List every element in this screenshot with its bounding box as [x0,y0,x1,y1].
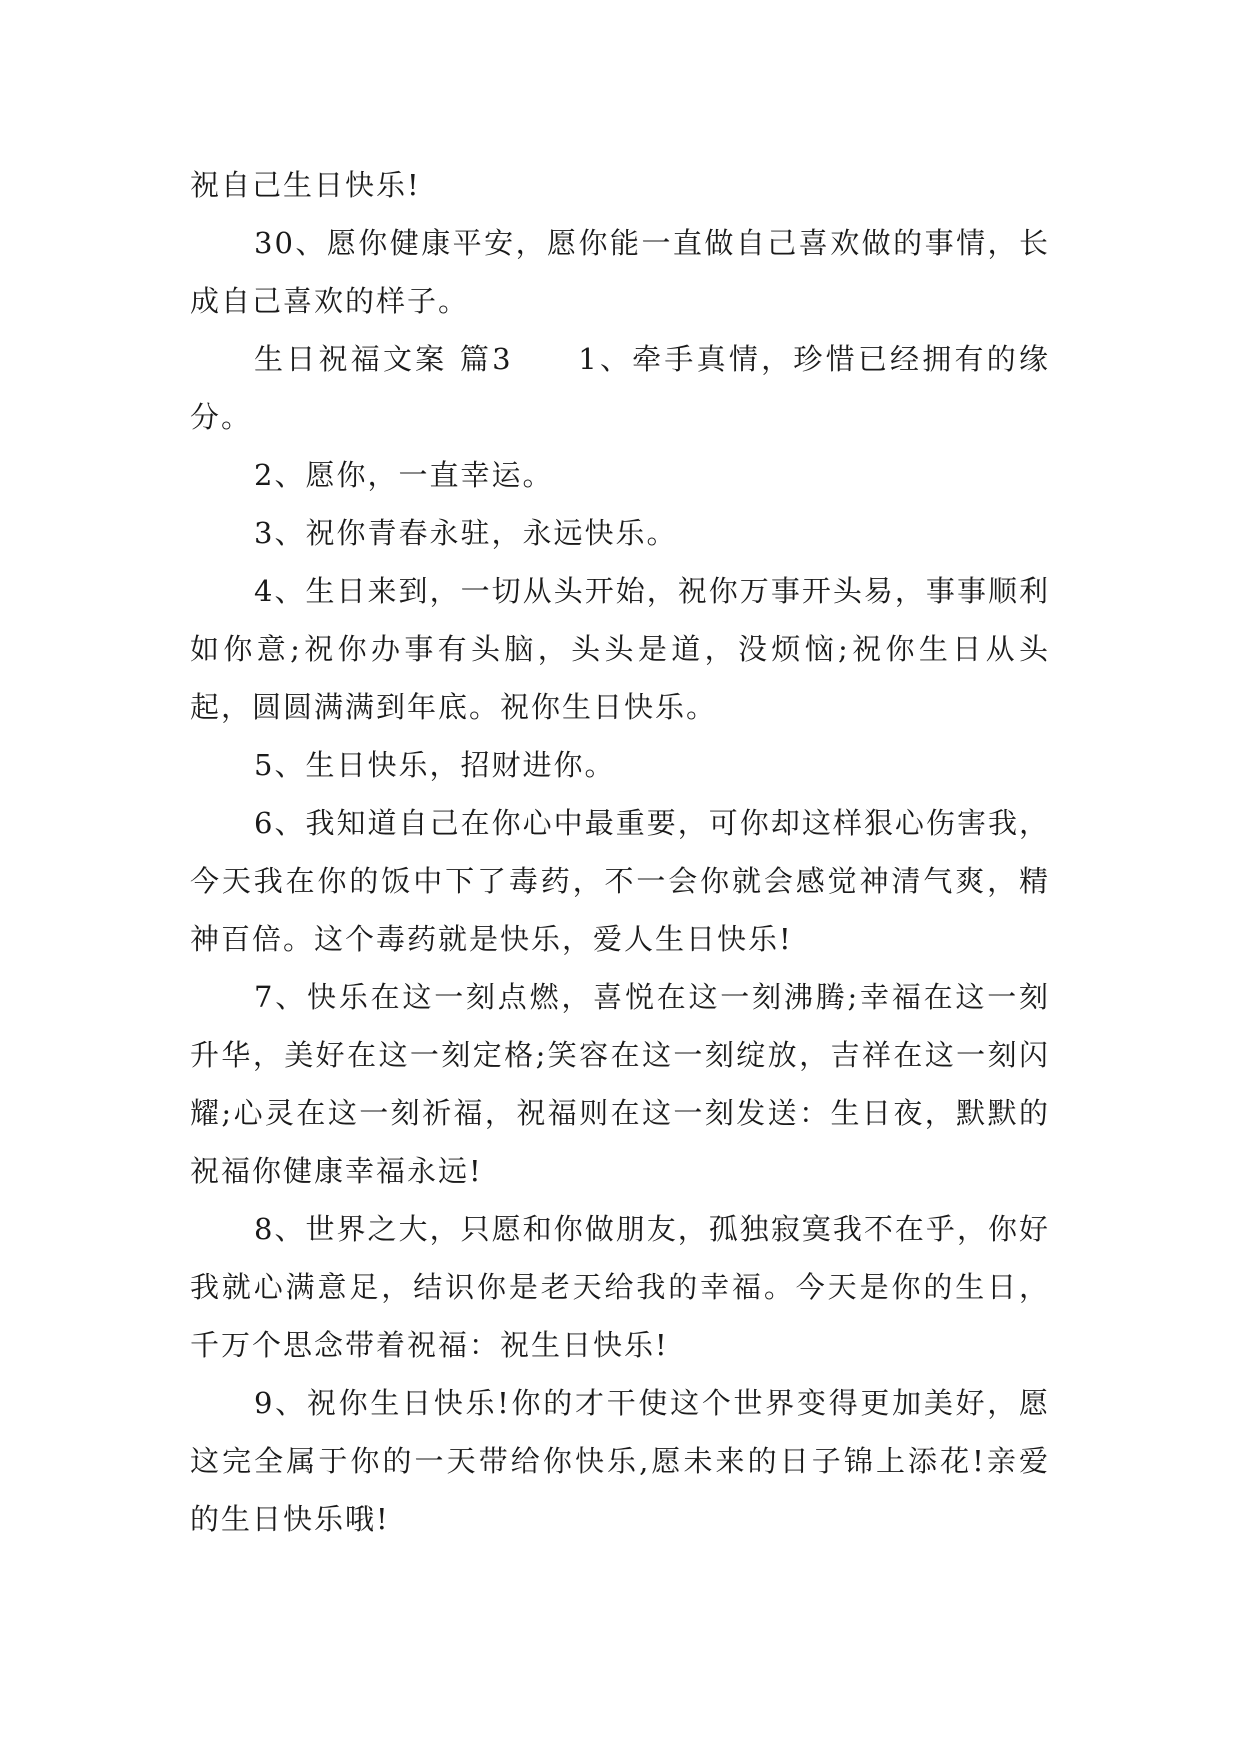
paragraph: 6、我知道自己在你心中最重要，可你却这样狠心伤害我，今天我在你的饭中下了毒药，不一会你就会感觉神清气爽，精神百倍。这个毒药就是快乐，爱人生日快乐! [190,806,1050,956]
paragraph: 2、愿你，一直幸运。 [254,458,554,492]
paragraph: 5、生日快乐，招财进你。 [254,748,616,782]
paragraph: 30、愿你健康平安，愿你能一直做自己喜欢做的事情，长成自己喜欢的样子。 [190,226,1050,318]
paragraph: 8、世界之大，只愿和你做朋友，孤独寂寞我不在乎，你好我就心满意足，结识你是老天给我的幸福。今天是你的生日，千万个思念带着祝福：祝生日快乐! [190,1212,1050,1362]
paragraph: 7、快乐在这一刻点燃，喜悦在这一刻沸腾;幸福在这一刻升华，美好在这一刻定格;笑容在这一刻绽放，吉祥在这一刻闪耀;心灵在这一刻祈福，祝福则在这一刻发送：生日夜，默默的祝福你健康幸福永远! [190,980,1050,1188]
document-body [190,156,1050,1548]
paragraph: 4、生日来到，一切从头开始，祝你万事开头易，事事顺利如你意;祝你办事有头脑，头头是道，没烦恼;祝你生日从头起，圆圆满满到年底。祝你生日快乐。 [190,574,1050,724]
paragraph: 9、祝你生日快乐!你的才干使这个世界变得更加美好，愿这完全属于你的一天带给你快乐,愿未来的日子锦上添花!亲爱的生日快乐哦! [190,1386,1050,1536]
paragraph: 3、祝你青春永驻，永远快乐。 [254,516,678,550]
section-heading-paragraph: 生日祝福文案 篇3 1、牵手真情，珍惜已经拥有的缘分。 [190,342,1050,434]
paragraph: 祝自己生日快乐! [190,168,421,202]
